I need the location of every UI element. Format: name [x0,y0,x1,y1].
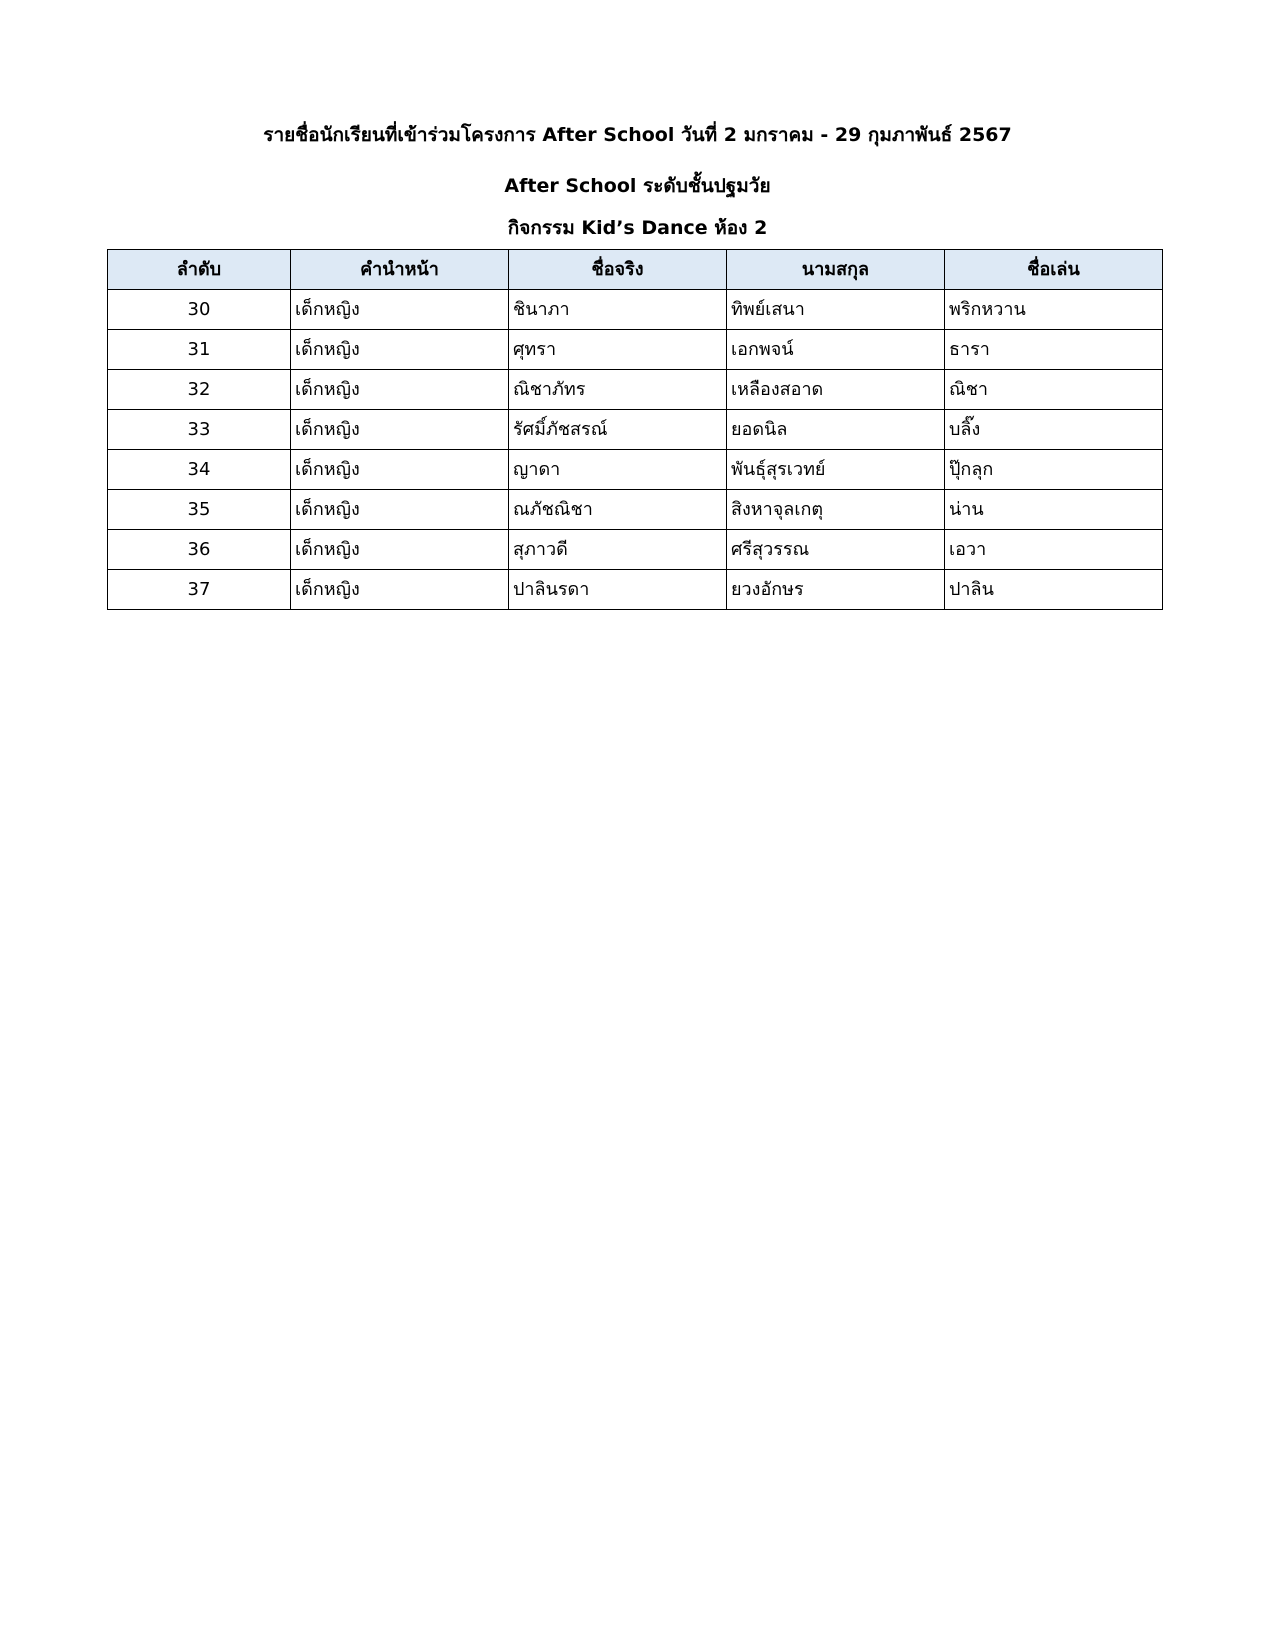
cell-prefix: เด็กหญิง [291,570,509,610]
cell-prefix: เด็กหญิง [291,490,509,530]
cell-first-name: สุภาวดี [509,530,727,570]
cell-first-name: ณภัชณิชา [509,490,727,530]
cell-order: 30 [108,290,291,330]
cell-prefix: เด็กหญิง [291,450,509,490]
cell-order: 37 [108,570,291,610]
cell-prefix: เด็กหญิง [291,290,509,330]
cell-order: 31 [108,330,291,370]
cell-prefix: เด็กหญิง [291,410,509,450]
cell-first-name: ณิชาภัทร [509,370,727,410]
cell-order: 34 [108,450,291,490]
cell-prefix: เด็กหญิง [291,330,509,370]
table-row [108,450,1163,490]
cell-order: 32 [108,370,291,410]
header-first-name: ชื่อจริง [509,250,727,290]
cell-prefix: เด็กหญิง [291,530,509,570]
table-row [108,490,1163,530]
cell-nickname: เอวา [945,530,1163,570]
table-header-row [108,250,1163,290]
header-nickname: ชื่อเล่น [945,250,1163,290]
cell-nickname: ปุ๊กลุก [945,450,1163,490]
table-row [108,290,1163,330]
cell-prefix: เด็กหญิง [291,370,509,410]
cell-nickname: ปาลิน [945,570,1163,610]
cell-last-name: เหลืองสอาด [727,370,945,410]
cell-last-name: ทิพย์เสนา [727,290,945,330]
activity-title: กิจกรรม Kid’s Dance ห้อง 2 [507,217,768,239]
table-row [108,330,1163,370]
cell-nickname: ธารา [945,330,1163,370]
table-row [108,410,1163,450]
cell-last-name: พันธุ์สุรเวทย์ [727,450,945,490]
cell-order: 36 [108,530,291,570]
cell-first-name: ปาลินรดา [509,570,727,610]
table-row [108,570,1163,610]
cell-nickname: ณิชา [945,370,1163,410]
header-last-name: นามสกุล [727,250,945,290]
cell-first-name: รัศมิ์ภัชสรณ์ [509,410,727,450]
cell-last-name: เอกพจน์ [727,330,945,370]
cell-nickname: บลิ๊ง [945,410,1163,450]
cell-nickname: น่าน [945,490,1163,530]
cell-order: 33 [108,410,291,450]
cell-first-name: ศุทรา [509,330,727,370]
cell-order: 35 [108,490,291,530]
cell-last-name: ยวงอักษร [727,570,945,610]
student-roster-table [107,249,1163,610]
cell-first-name: ญาดา [509,450,727,490]
cell-last-name: ยอดนิล [727,410,945,450]
document-title: รายชื่อนักเรียนที่เข้าร่วมโครงการ After School วันที่ 2 มกราคม - 29 กุมภาพันธ์ 2567 [263,124,1012,146]
cell-last-name: ศรีสุวรรณ [727,530,945,570]
header-order: ลำดับ [108,250,291,290]
cell-last-name: สิงหาจุลเกตุ [727,490,945,530]
cell-first-name: ชินาภา [509,290,727,330]
table-row [108,370,1163,410]
header-prefix: คำนำหน้า [291,250,509,290]
cell-nickname: พริกหวาน [945,290,1163,330]
table-row [108,530,1163,570]
document-subtitle: After School ระดับชั้นปฐมวัย [504,175,771,197]
